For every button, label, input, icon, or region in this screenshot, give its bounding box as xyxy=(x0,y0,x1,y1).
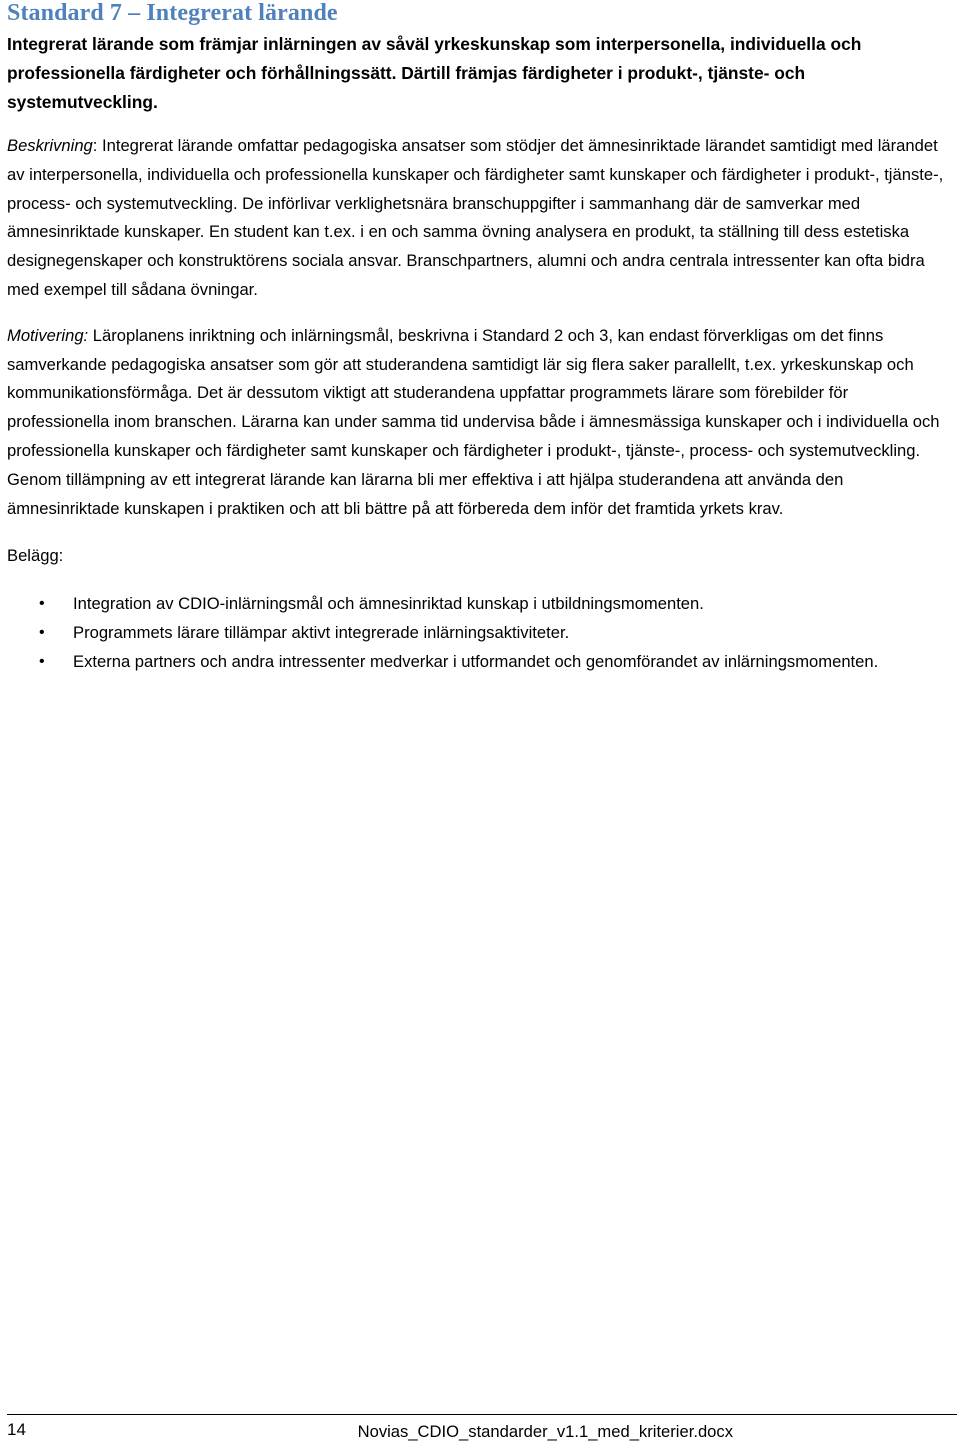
footer-filename: Novias_CDIO_standarder_v1.1_med_kriterier.docx xyxy=(357,1422,733,1441)
footer-divider xyxy=(7,1414,957,1415)
motivering-text: Läroplanens inriktning och inlärningsmål, beskrivna i Standard 2 och 3, kan endast förverkligas om det finns samverkande pedagogiska ansatser som gör att studerandena samtidigt lär sig flera saker parallellt, t.ex. yrkeskunskap och kommunikationsförmåga. Det är dessutom viktigt att studerandena uppfattar programmets lärare som förebilder för professionella inom branschen. Lärarna kan under samma tid undervisa både i ämnesmässiga kunskaper och i individuella och professionella kunskaper och färdigheter samt kunskaper och färdigheter i produkt-, tjänste-, process- och systemutveckling. Genom tillämpning av ett integrerat lärande kan lärarna bli mer effektiva i att hjälpa studerandena att använda den ämnesinriktade kunskapen i praktiken och att bli bättre på att förbereda dem inför det framtida yrkets krav. xyxy=(7,325,940,518)
standard-intro: Integrerat lärande som främjar inlärningen av såväl yrkeskunskap som interpersonella, individuella och professionella färdigheter och förhållningssätt. Därtill främjas färdigheter i produkt-, tjänste- och systemutveckling. xyxy=(7,34,862,112)
beskrivning-text: : Integrerat lärande omfattar pedagogiska ansatser som stödjer det ämnesinriktade lärandet samtidigt med lärandet av interpersonella, individuella och professionella kunskaper och färdigheter samt kunskaper och färdigheter i produkt-, tjänste-, process- och systemutveckling. De införlivar verklighetsnära branschuppgifter i sammanhang där de samverkar med ämnesinriktade kunskaper. En student kan t.ex. i en och samma övning analysera en produkt, ta ställning till dess estetiska designegenskaper och konstruktörens sociala ansvar. Branschpartners, alumni och andra centrala intressenter kan ofta bidra med exempel till sådana övningar. xyxy=(7,136,944,299)
bullet-icon: • xyxy=(39,595,45,613)
bullet-icon: • xyxy=(39,652,45,670)
belagg-label: Belägg: xyxy=(7,546,64,566)
bullet-icon: • xyxy=(39,623,45,641)
list-item-text: Integration av CDIO-inlärningsmål och ämnesinriktad kunskap i utbildningsmomenten. xyxy=(73,594,704,614)
motivering-label: Motivering: xyxy=(7,325,89,345)
belagg-list xyxy=(7,590,953,676)
footer-page-number: 14 xyxy=(7,1420,26,1439)
list-item-text: Programmets lärare tillämpar aktivt integrerade inlärningsaktiviteter. xyxy=(73,622,570,642)
document-page xyxy=(7,0,953,677)
motivering-paragraph xyxy=(7,322,953,524)
list-item xyxy=(7,590,953,619)
beskrivning-paragraph xyxy=(7,132,953,305)
page-title: Standard 7 – Integrerat lärande xyxy=(7,0,338,26)
list-item xyxy=(7,619,953,648)
list-item-text: Externa partners och andra intressenter medverkar i utformandet och genomförandet av inlärningsmomenten. xyxy=(73,651,879,671)
beskrivning-label: Beskrivning xyxy=(7,136,93,155)
list-item xyxy=(7,648,953,677)
